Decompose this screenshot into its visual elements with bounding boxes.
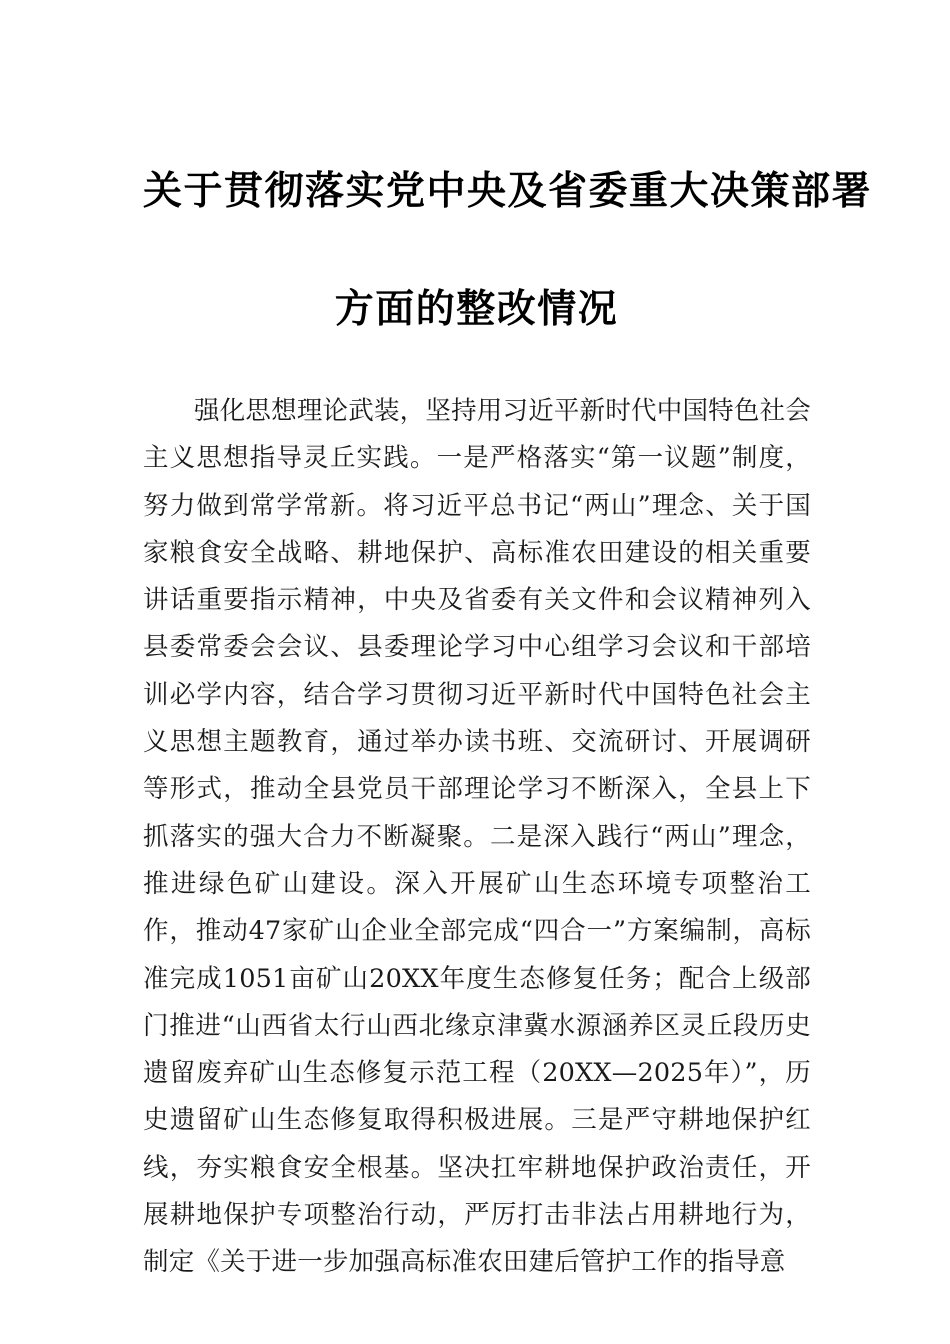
title-line-1: 关于贯彻落实党中央及省委重大决策部署 [143,168,873,214]
title-line-2: 方面的整改情况 [334,286,619,332]
body-paragraph: 强化思想理论武装，坚持用习近平新时代中国特色社会主义思想指导灵丘实践。一是严格落实“第一议题”制度，努力做到常学常新。将习近平总书记“两山”理念、关于国家粮食安全战略、耕地保护、高标准农田建设的相关重要讲话重要指示精神，中央及省委有关文件和会议精神列入县委常委会会议、县委理论学习中心组学习会议和干部培训必学内容，结合学习贯彻习近平新时代中国特色社会主义思想主题教育，通过举办读书班、交流研讨、开展调研等形式，推动全县党员干部理论学习不断深入，全县上下抓落实的强大合力不断凝聚。二是深入践行“两山”理念，推进绿色矿山建设。深入开展矿山生态环境专项整治工作，推动47家矿山企业全部完成“四合一”方案编制，高标准完成1051亩矿山20XX年度生态修复任务；配合上级部门推进“山西省太行山西北缘京津冀水源涵养区灵丘段历史遗留废弃矿山生态修复示范工程（20XX—2025年）”，历史遗留矿山生态修复取得积极进展。三是严守耕地保护红线，夯实粮食安全根基。坚决扛牢耕地保护政治责任，开展耕地保护专项整治行动，严厉打击非法占用耕地行为，制定《关于进一步加强高标准农田建后管护工作的指导意 [143,396,811,1278]
document-title [143,132,873,368]
document-body [143,388,811,1287]
